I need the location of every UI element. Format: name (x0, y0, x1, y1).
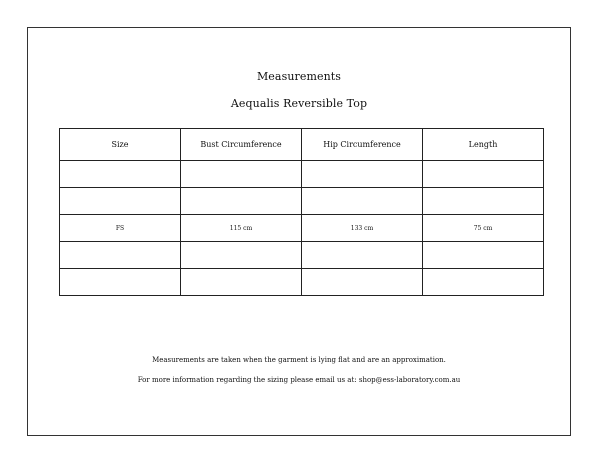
table-cell (181, 269, 302, 296)
table-cell (60, 242, 181, 269)
document-title: Measurements (256, 70, 342, 83)
table-cell (181, 161, 302, 188)
table-row (60, 188, 544, 215)
header-length: Length (423, 129, 544, 161)
table-cell (302, 161, 423, 188)
table-row (60, 215, 544, 242)
table-row (60, 161, 544, 188)
header-bust-circumference: Bust Circumference (181, 129, 302, 161)
table-cell (181, 188, 302, 215)
table-cell (423, 242, 544, 269)
hip-value: 133 cm (302, 215, 423, 242)
table-cell (181, 242, 302, 269)
document-frame (27, 27, 571, 436)
header-hip-circumference: Hip Circumference (302, 129, 423, 161)
length-value: 75 cm (423, 215, 544, 242)
table-cell (60, 188, 181, 215)
table-cell (60, 161, 181, 188)
table-row (60, 242, 544, 269)
measurement-note: Measurements are taken when the garment is lying flat and are an approximation. (152, 356, 446, 364)
product-name: Aequalis Reversible Top (230, 97, 368, 110)
size-value: FS (60, 215, 181, 242)
table-row (60, 269, 544, 296)
header-size: Size (60, 129, 181, 161)
table-cell (302, 269, 423, 296)
bust-value: 115 cm (181, 215, 302, 242)
table-cell (302, 242, 423, 269)
contact-note: For more information regarding the sizing please email us at: shop@ess-laboratory.com.au (137, 376, 461, 384)
table-cell (423, 161, 544, 188)
table-cell (423, 269, 544, 296)
table-cell (302, 188, 423, 215)
table-cell (423, 188, 544, 215)
table-header-row (60, 129, 544, 161)
table-cell (60, 269, 181, 296)
measurements-table (59, 128, 544, 296)
